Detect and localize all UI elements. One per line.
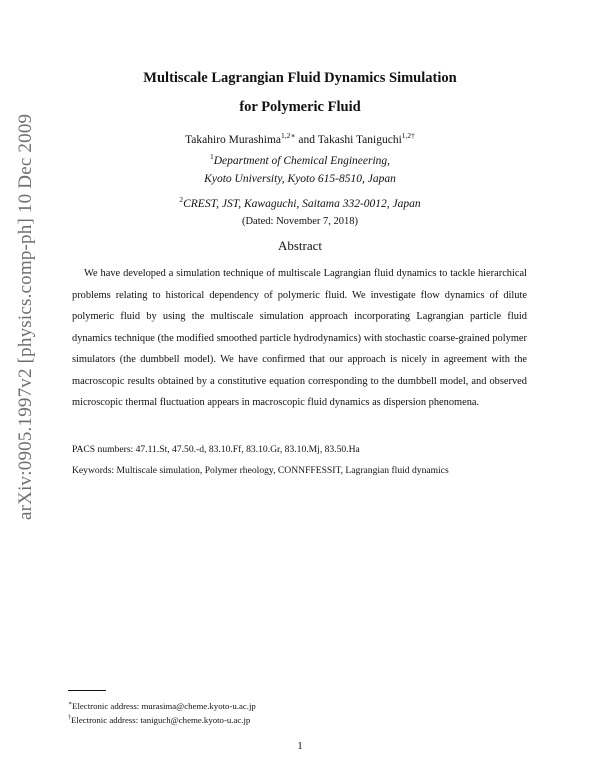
title-line-1: Multiscale Lagrangian Fluid Dynamics Simulation	[143, 70, 457, 86]
affiliation-1-line-2: Kyoto University, Kyoto 615-8510, Japan	[204, 173, 396, 185]
footnote-text: Electronic address: murasima@cheme.kyoto-u.ac.jp	[72, 700, 256, 711]
affiliation-text: CREST, JST, Kawaguchi, Saitama 332-0012, Japan	[183, 197, 421, 210]
abstract-body: We have developed a simulation technique of multiscale Lagrangian fluid dynamics to tackle hierarchical problems relating to historical dependency of polymeric fluid. We investigate flow dynamics of dilute polymeric fluid by using the multiscale simulation approach incorporating Lagrangian particle fluid dynamics technique (the modified smoothed particle hydrodynamics) with stochastic coarse-grained polymer simulators (the dumbbell model). We have confirmed that our approach is nicely in agreement with the macroscopic results obtained by a constitutive equation corresponding to the dumbbell model, and observed microscopic thermal fluctuation appears in macroscopic fluid dynamics as dispersion phenomena.	[72, 268, 527, 408]
affiliation-text: Department of Chemical Engineering,	[213, 154, 391, 167]
keywords: Keywords: Multiscale simulation, Polymer rheology, CONNFFESSIT, Lagrangian fluid dynamics	[72, 465, 449, 476]
affiliation-1-line-1	[0, 147, 600, 171]
author-connector: and	[298, 133, 316, 146]
footnote-mark: †	[68, 715, 71, 721]
abstract-heading: Abstract	[277, 238, 323, 253]
dated-line: (Dated: November 7, 2018)	[241, 216, 359, 227]
footnote-2	[68, 711, 250, 727]
author-name: Takahiro Murashima	[185, 133, 282, 146]
author-name: Takashi Taniguchi	[317, 133, 402, 146]
page-number: 1	[297, 740, 303, 752]
footnote-divider	[68, 690, 106, 691]
title-line-2: for Polymeric Fluid	[239, 99, 361, 115]
author-affiliation-mark: 1,2∗	[281, 131, 296, 140]
affiliation-mark: 2	[179, 195, 184, 204]
footnote-text: Electronic address: taniguch@cheme.kyoto-u.ac.jp	[71, 714, 251, 725]
affiliation-2	[0, 190, 600, 214]
author-affiliation-mark: 1,2†	[401, 131, 415, 140]
paper-title	[0, 64, 600, 122]
pacs-numbers: PACS numbers: 47.11.St, 47.50.-d, 83.10.Ff, 83.10.Gr, 83.10.Mj, 83.50.Ha	[72, 444, 360, 455]
arxiv-identifier-stamp: arXiv:0905.1997v2 [physics.comp-ph] 10 Dec 2009	[15, 113, 36, 520]
affiliation-mark: 1	[209, 152, 214, 161]
footnote-mark: ∗	[68, 701, 73, 707]
